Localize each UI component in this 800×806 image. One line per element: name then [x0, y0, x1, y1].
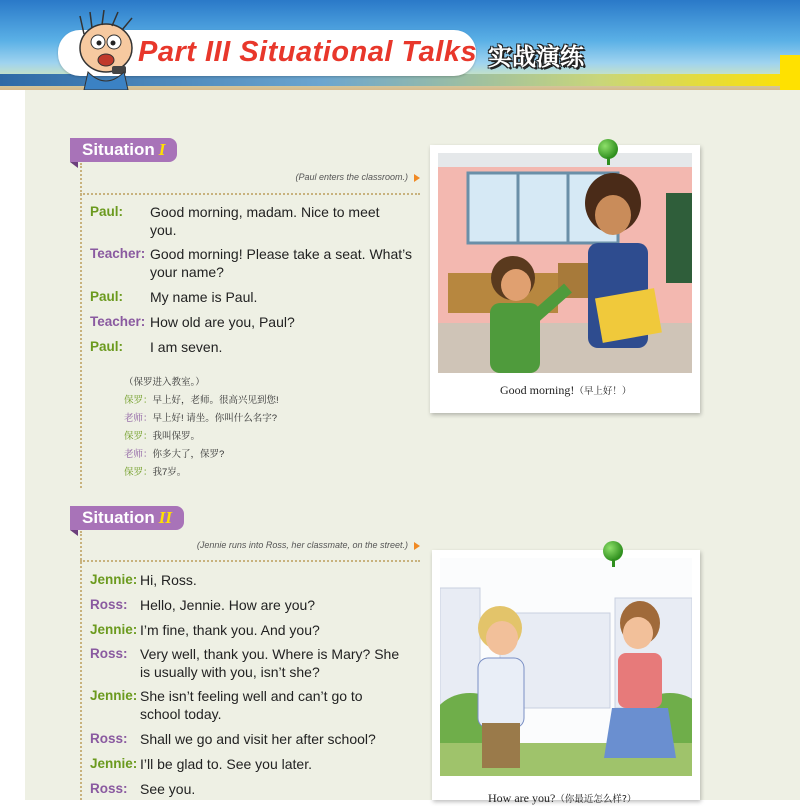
line-text: How old are you, Paul?: [150, 314, 295, 330]
chinese-translation: [124, 374, 279, 482]
speaker-label: Jennie:: [90, 688, 138, 703]
arrow-right-icon: [414, 542, 420, 550]
cn-speaker: 保罗：: [124, 395, 153, 406]
pushpin-stem: [607, 157, 610, 165]
cn-speaker: 老师：: [124, 413, 153, 424]
cn-line: [124, 428, 279, 446]
page-title: Part III Situational Talks: [138, 36, 478, 68]
dotted-rule-horizontal: [80, 560, 420, 562]
situation1-scene-text: (Paul enters the classroom.): [295, 172, 408, 182]
caption-chinese: （早上好！）: [574, 386, 632, 397]
line-text-part: school today.: [140, 706, 222, 722]
caption-text: How are you?: [488, 791, 556, 805]
situation1-tab-number: I: [158, 140, 166, 159]
line-text: I’ll be glad to. See you later.: [140, 756, 312, 772]
banner-corner: [780, 55, 800, 90]
line-text: [140, 645, 420, 681]
situation2-scene: [130, 540, 420, 550]
cn-line: [124, 464, 279, 482]
illustration-caption-2: [488, 791, 636, 806]
illustration-caption-1: [500, 383, 631, 398]
arrow-right-icon: [414, 174, 420, 182]
line-text: Hello, Jennie. How are you?: [140, 597, 316, 613]
speaker-label: Ross:: [90, 781, 128, 796]
line-text: See you.: [140, 781, 196, 797]
cn-scene: （保罗进入教室。）: [124, 377, 205, 388]
line-text: Hi, Ross.: [140, 572, 197, 588]
cn-line: [124, 446, 279, 464]
speaker-label: Ross:: [90, 731, 128, 746]
line-text: I’m fine, thank you. And you?: [140, 622, 320, 638]
caption-text: Good morning!: [500, 383, 575, 397]
situation1-scene: [180, 172, 420, 182]
cn-text: 早上好! 请坐。你叫什么名字?: [152, 413, 278, 424]
dotted-rule-horizontal: [80, 193, 420, 195]
pushpin-icon: [598, 139, 618, 159]
pushpin-stem: [612, 559, 615, 567]
line-text-part: Good morning, madam. Nice to meet: [150, 204, 380, 220]
dotted-rule-vertical: [80, 163, 82, 488]
cn-line: [124, 410, 279, 428]
line-text: [150, 203, 420, 239]
mascot-icon: [66, 10, 146, 90]
speaker-label: Paul:: [90, 289, 124, 304]
cn-text: 我叫保罗。: [152, 431, 201, 442]
speaker-label: Teacher:: [90, 314, 146, 329]
cn-text: 你多大了，保罗?: [152, 449, 225, 460]
situation2-tab: [70, 506, 184, 530]
line-text-part: you.: [150, 222, 177, 238]
cn-line: [124, 392, 279, 410]
speaker-label: Ross:: [90, 597, 128, 612]
speaker-label: Jennie:: [90, 572, 138, 587]
classroom-illustration: [438, 153, 692, 373]
illustration-card-2: [432, 550, 700, 805]
pushpin-icon: [603, 541, 623, 561]
line-text-part: She isn’t feeling well and can’t go to: [140, 688, 363, 704]
line-text: Shall we go and visit her after school?: [140, 731, 376, 747]
line-text: I am seven.: [150, 339, 223, 355]
illustration-card-1: [430, 145, 700, 413]
street-illustration: [440, 558, 692, 776]
line-text-part: Very well, thank you. Where is Mary? She: [140, 646, 400, 662]
dotted-rule-vertical: [80, 531, 82, 800]
cn-speaker: 保罗：: [124, 467, 153, 478]
line-text-part: your name?: [150, 264, 224, 280]
page-title-chinese: 实战演练: [488, 44, 584, 71]
line-text: [140, 687, 420, 723]
line-text: [150, 245, 425, 281]
tab-fold: [70, 162, 78, 168]
speaker-label: Jennie:: [90, 756, 138, 771]
situation2-tab-number: II: [158, 508, 172, 527]
cn-speaker: 保罗：: [124, 431, 153, 442]
line-text-part: Good morning! Please take a seat. What’s: [150, 246, 412, 262]
tab-fold: [70, 530, 78, 536]
situation1-tab: [70, 138, 177, 162]
speaker-label: Ross:: [90, 646, 128, 661]
caption-chinese: （你最近怎么样?）: [555, 794, 637, 805]
situation1-tab-label: Situation: [82, 140, 155, 159]
cn-text: 早上好，老师。很高兴见到您!: [152, 395, 279, 406]
line-text-part: is usually with you, isn’t she?: [140, 664, 320, 680]
cn-speaker: 老师：: [124, 449, 153, 460]
speaker-label: Jennie:: [90, 622, 138, 637]
speaker-label: Teacher:: [90, 246, 146, 261]
situation2-tab-label: Situation: [82, 508, 155, 527]
line-text: My name is Paul.: [150, 289, 258, 305]
speaker-label: Paul:: [90, 204, 124, 219]
cn-text: 我7岁。: [152, 467, 187, 478]
situation2-scene-text: (Jennie runs into Ross, her classmate, on the street.): [196, 540, 408, 550]
speaker-label: Paul:: [90, 339, 124, 354]
